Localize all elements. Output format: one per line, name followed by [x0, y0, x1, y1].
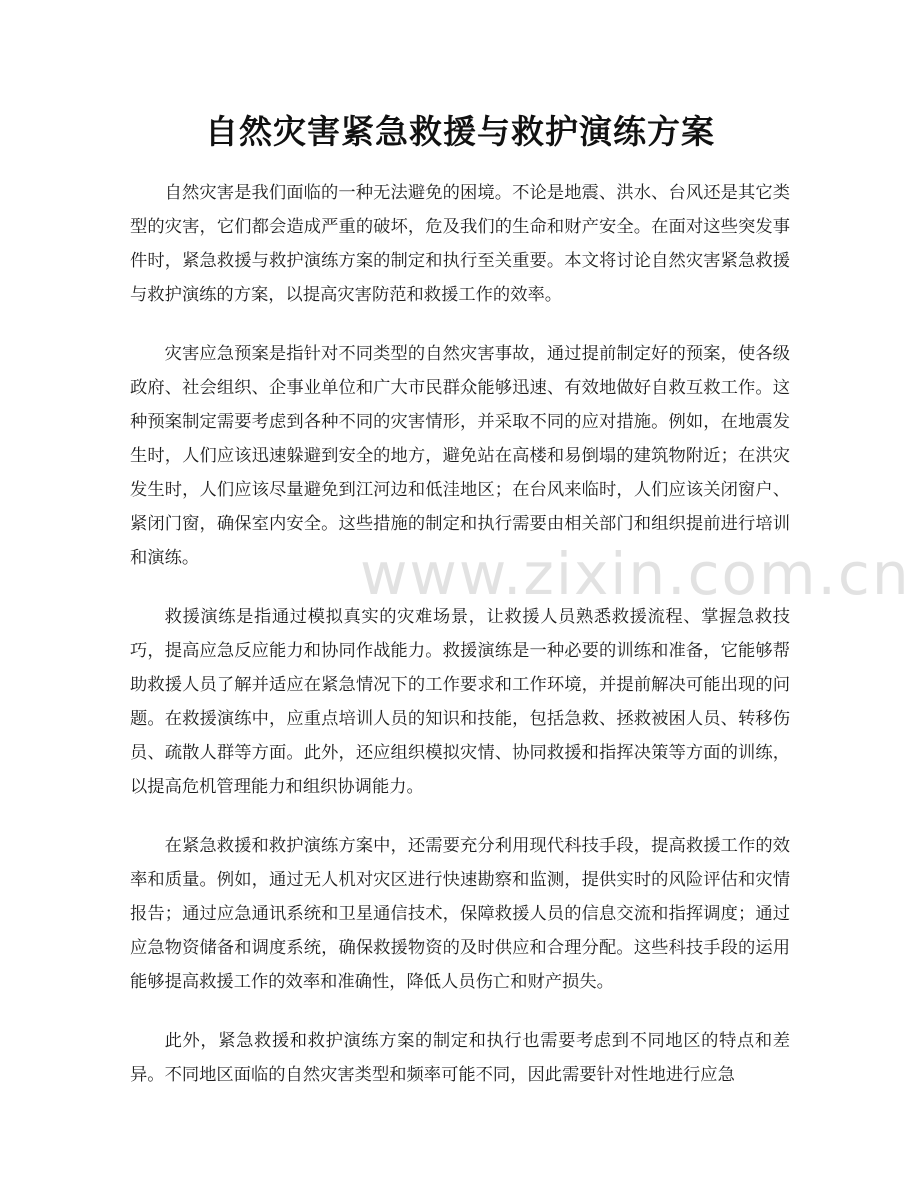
document-body	[130, 176, 790, 1117]
document-title: 自然灾害紧急救援与救护演练方案	[205, 112, 715, 151]
paragraph-2: 灾害应急预案是指针对不同类型的自然灾害事故，通过提前制定好的预案，使各级政府、社会组织、企事业单位和广大市民群众能够迅速、有效地做好自救互救工作。这种预案制定需要考虑到各种不同的灾害情形，并采取不同的应对措施。例如，在地震发生时，人们应该迅速躲避到安全的地方，避免站在高楼和易倒塌的建筑物附近；在洪灾发生时，人们应该尽量避免到江河边和低洼地区；在台风来临时，人们应该关闭窗户、紧闭门窗，确保室内安全。这些措施的制定和执行需要由相关部门和组织提前进行培训和演练。	[130, 344, 790, 568]
paragraph-5: 此外，紧急救援和救护演练方案的制定和执行也需要考虑到不同地区的特点和差异。不同地区面临的自然灾害类型和频率可能不同，因此需要针对性地进行应急	[130, 1031, 790, 1085]
watermark: www.zixin.com.cn	[360, 540, 911, 608]
paragraph-3: 救援演练是指通过模拟真实的灾难场景，让救援人员熟悉救援流程、掌握急救技巧，提高应急反应能力和协同作战能力。救援演练是一种必要的训练和准备，它能够帮助救援人员了解并适应在紧急情况下的工作要求和工作环境，并提前解决可能出现的问题。在救援演练中，应重点培训人员的知识和技能，包括急救、拯救被困人员、转移伤员、疏散人群等方面。此外，还应组织模拟灾情、协同救援和指挥决策等方面的训练，以提高危机管理能力和组织协调能力。	[130, 607, 790, 797]
paragraph-4: 在紧急救援和救护演练方案中，还需要充分利用现代科技手段，提高救援工作的效率和质量。例如，通过无人机对灾区进行快速勘察和监测，提供实时的风险评估和灾情报告；通过应急通讯系统和卫星通信技术，保障救援人员的信息交流和指挥调度；通过应急物资储备和调度系统，确保救援物资的及时供应和合理分配。这些科技手段的运用能够提高救援工作的效率和准确性，降低人员伤亡和财产损失。	[130, 836, 790, 992]
paragraph-1: 自然灾害是我们面临的一种无法避免的困境。不论是地震、洪水、台风还是其它类型的灾害，它们都会造成严重的破坏，危及我们的生命和财产安全。在面对这些突发事件时，紧急救援与救护演练方案的制定和执行至关重要。本文将讨论自然灾害紧急救援与救护演练的方案，以提高灾害防范和救援工作的效率。	[130, 183, 790, 305]
